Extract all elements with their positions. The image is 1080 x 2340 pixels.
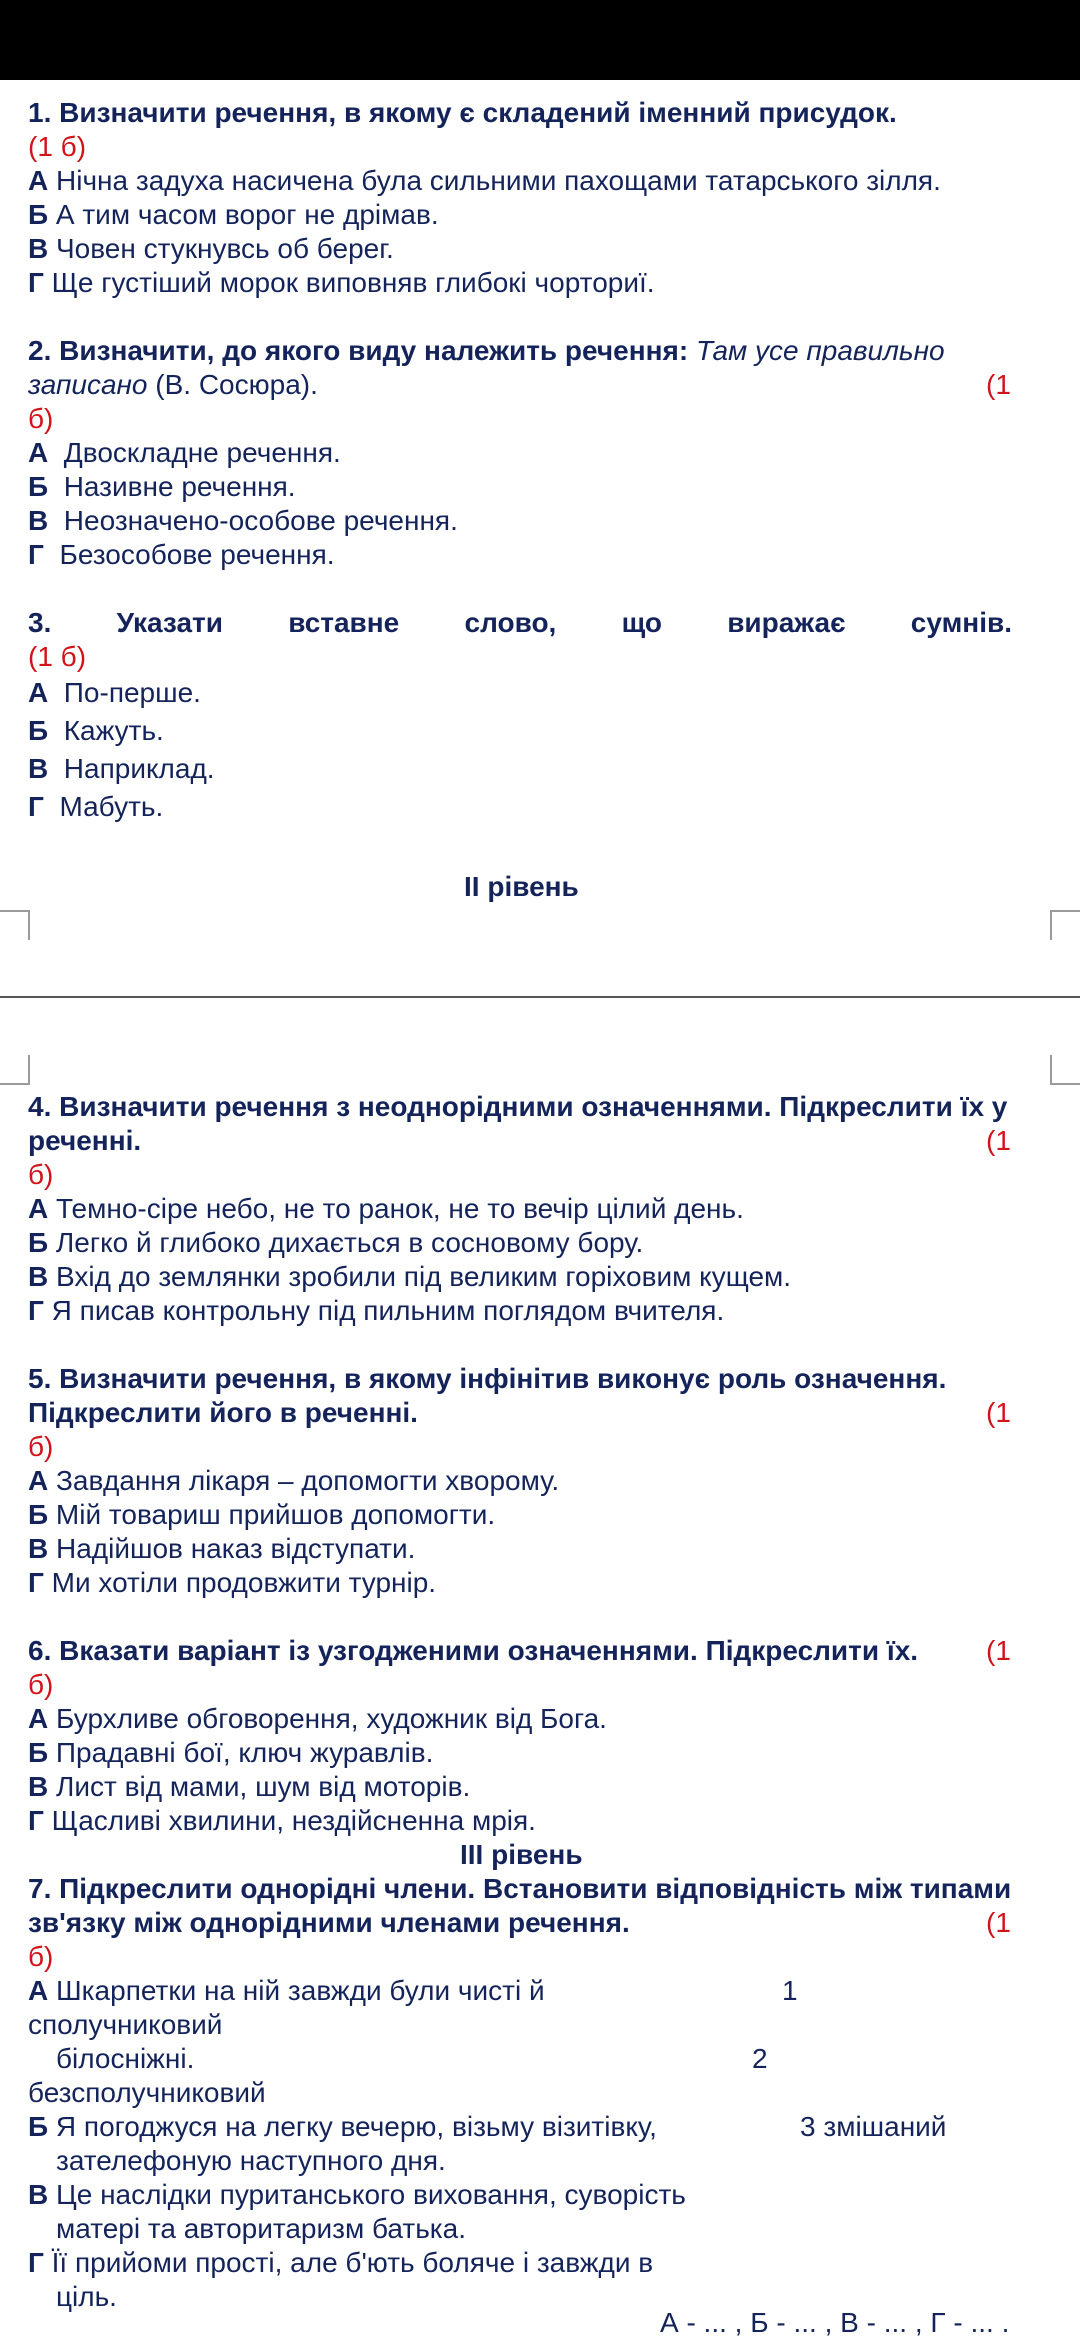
q7-points-b: б) [28,1941,54,1972]
q7-type-2: безсполучниковий [28,2077,266,2108]
q7-option-c-line2: матері та авторитаризм батька. [56,2213,466,2244]
page-corner-mark [0,910,30,940]
page-corner-mark [0,1055,30,1085]
q2-points-a: (1 [986,369,1011,400]
q6-points-b: б) [28,1669,54,1700]
page-corner-mark [1050,910,1080,940]
q3-option-b: Б Кажуть. [28,715,164,746]
q2-title-line2: записано (В. Сосюра). [28,369,318,400]
q1-points: (1 б) [28,131,87,162]
q4-option-c: В Вхід до землянки зробили під великим горіховим кущем. [28,1261,792,1292]
q7-title-line2: зв'язку між однорідними членами речення. [28,1907,630,1938]
q2-option-d: Г Безособове речення. [28,539,335,570]
q2-option-b: Б Називне речення. [28,471,296,502]
q5-points-b: б) [28,1431,54,1462]
q7-type-1: сполучниковий [28,2009,223,2040]
q5-option-d: Г Ми хотіли продовжити турнір. [28,1567,437,1598]
q7-option-a-line1: А Шкарпетки на ній завжди були чисті й [28,1975,545,2006]
q7-type-number-1: 1 [782,1975,798,2006]
q5-option-b: Б Мій товариш прийшов допомогти. [28,1499,496,1530]
q6-option-a: А Бурхливе обговорення, художник від Бога. [28,1703,607,1734]
q2-option-a: А Двоскладне речення. [28,437,341,468]
q6-title: 6. Вказати варіант із узгодженими означеннями. Підкреслити їх. [28,1635,919,1666]
q7-option-b-line2: зателефоную наступного дня. [56,2145,446,2176]
q5-option-a: А Завдання лікаря – допомогти хворому. [28,1465,560,1496]
level-3-heading: ІІІ рівень [460,1839,583,1870]
q7-option-c-line1: В Це наслідки пуританського виховання, суворість [28,2179,686,2210]
q4-title-line2: реченні. [28,1125,142,1156]
q1-option-d: Г Ще густіший морок виповняв глибокі чорториї. [28,267,655,298]
q4-points-b: б) [28,1159,54,1190]
q7-type-3: 3 змішаний [800,2111,947,2142]
q2-option-c: В Неозначено-особове речення. [28,505,458,536]
q7-option-a-line2: білосніжні. [56,2043,195,2074]
q6-option-b: Б Прадавні бої, ключ журавлів. [28,1737,434,1768]
q7-option-d-line1: Г Її прийоми прості, але б'ють боляче і завжди в [28,2247,654,2278]
q5-title-line2: Підкреслити його в реченні. [28,1397,418,1428]
q7-option-d-line2: ціль. [56,2281,117,2312]
q5-title-line1: 5. Визначити речення, в якому інфінітив виконує роль означення. [28,1363,947,1394]
q4-points-a: (1 [986,1125,1011,1156]
document-page-1 [0,80,1080,1000]
page-corner-mark [1050,1055,1080,1085]
q2-points-b: б) [28,403,54,434]
q4-title-line1: 4. Визначити речення з неоднорідними означеннями. Підкреслити їх у [28,1091,1008,1122]
q7-answer-template: А - ... , Б - ... , В - ... , Г - ... . [660,2307,1010,2338]
q5-points-a: (1 [986,1397,1011,1428]
q1-option-c: В Човен стукнувсь об берег. [28,233,394,264]
q3-title: 3. Указати вставне слово, що виражає сумнів. [28,607,1012,638]
q6-option-d: Г Щасливі хвилини, нездійсненна мрія. [28,1805,536,1836]
status-bar [0,0,1080,80]
q4-option-b: Б Легко й глибоко дихається в сосновому бору. [28,1227,644,1258]
q1-option-b: Б А тим часом ворог не дрімав. [28,199,439,230]
level-2-heading: ІІ рівень [464,871,579,902]
q7-type-number-2: 2 [752,2043,768,2074]
q7-title-line1: 7. Підкреслити однорідні члени. Встановити відповідність між типами [28,1873,1012,1904]
document-page-2 [0,998,1080,2340]
q7-points-a: (1 [986,1907,1011,1938]
q1-title: 1. Визначити речення, в якому є складений іменний присудок. [28,97,897,128]
q3-points: (1 б) [28,641,87,672]
q4-option-d: Г Я писав контрольну під пильним поглядом вчителя. [28,1295,725,1326]
q2-title-line1: 2. Визначити, до якого виду належить речення: Там усе правильно [28,335,945,366]
q4-option-a: А Темно-сіре небо, не то ранок, не то вечір цілий день. [28,1193,744,1224]
q5-option-c: В Надійшов наказ відступати. [28,1533,416,1564]
q6-points-a: (1 [986,1635,1011,1666]
q3-option-c: В Наприклад. [28,753,215,784]
q6-option-c: В Лист від мами, шум від моторів. [28,1771,471,1802]
q7-option-b-line1: Б Я погоджуся на легку вечерю, візьму візитівку, [28,2111,657,2142]
q1-option-a: А Нічна задуха насичена була сильними пахощами татарського зілля. [28,165,941,196]
q3-option-a: А По-перше. [28,677,201,708]
q3-option-d: Г Мабуть. [28,791,164,822]
